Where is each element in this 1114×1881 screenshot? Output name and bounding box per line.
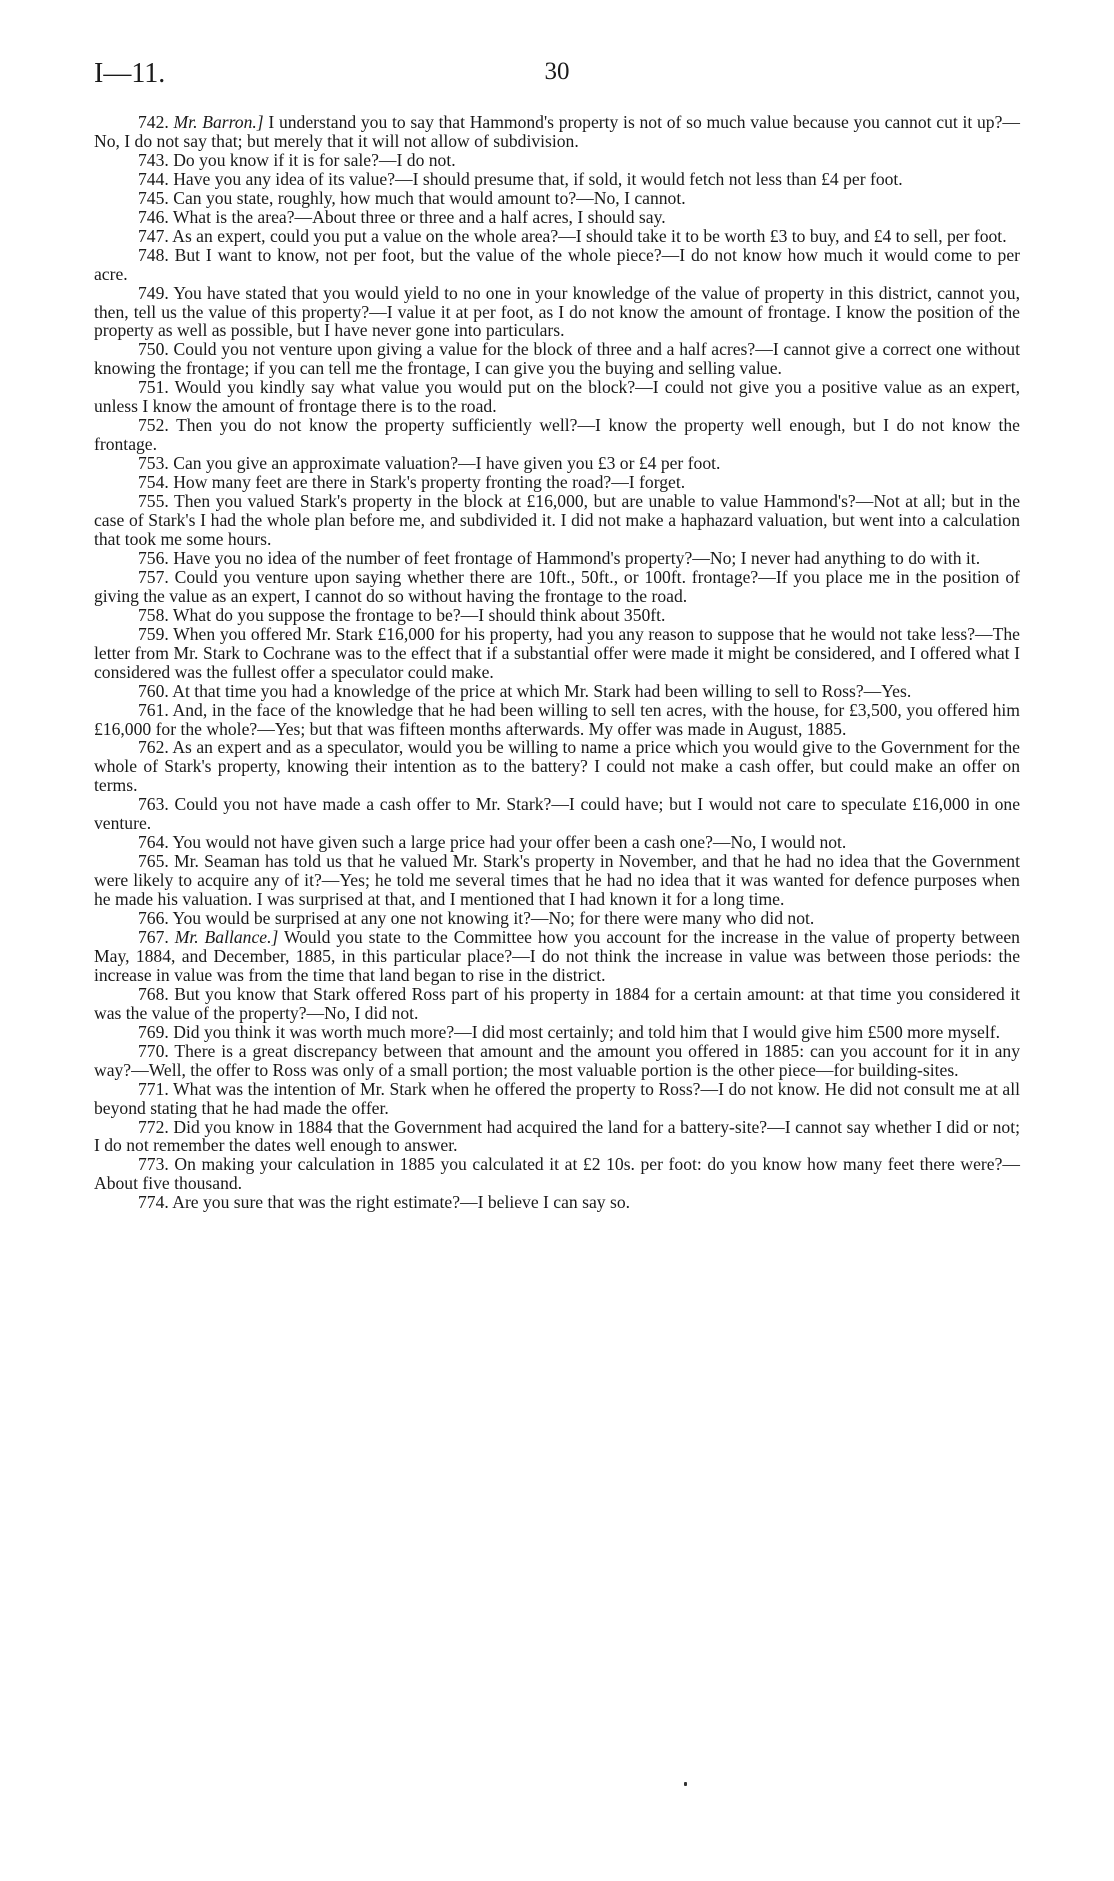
question-text: Can you state, roughly, how much that would amount to? <box>173 187 577 208</box>
page-number: 30 <box>544 58 570 85</box>
question-number: 762. <box>138 737 169 758</box>
evidence-paragraph <box>94 473 1020 492</box>
question-number: 774. <box>138 1192 169 1213</box>
evidence-paragraph <box>94 1193 1020 1212</box>
question-number: 772. <box>138 1116 169 1137</box>
document-reference: I—11. <box>94 58 166 89</box>
answer-text: —I could have; but I would not care to speculate £16,000 in one venture. <box>94 794 1020 834</box>
question-number: 754. <box>138 472 169 493</box>
question-text: Do you know if it is for sale? <box>173 149 379 170</box>
question-number: 745. <box>138 187 169 208</box>
evidence-paragraph <box>94 208 1020 227</box>
question-number: 773. <box>138 1154 169 1175</box>
question-text: Could you not have made a cash offer to Mr. Stark? <box>174 794 552 815</box>
question-text: You would not have given such a large price had your offer been a cash one? <box>172 832 713 853</box>
evidence-paragraph <box>94 795 1020 833</box>
evidence-paragraph <box>94 909 1020 928</box>
answer-text: —I forget. <box>611 472 686 493</box>
answer-text: —No, I would not. <box>712 832 847 853</box>
answer-text: I could not make a cash offer, but could make an offer on terms. <box>94 756 1020 796</box>
evidence-paragraph <box>94 151 1020 170</box>
question-text: What is the area? <box>172 206 295 227</box>
evidence-paragraph <box>94 985 1020 1023</box>
print-speck <box>684 1782 687 1786</box>
evidence-paragraph <box>94 1080 1020 1118</box>
answer-text: —I value it at per foot, as I do not know the amount of frontage. I know the position of the property as well as possible, but I have never gone into particulars. <box>94 301 1020 341</box>
evidence-paragraph <box>94 568 1020 606</box>
question-text: Would you state to the Committee how you account for the increase in the value of property between May, 1884, and December, 1885, in this particular place? <box>94 926 1020 966</box>
question-number: 757. <box>138 566 169 587</box>
evidence-paragraph <box>94 1023 1020 1042</box>
question-number: 758. <box>138 604 169 625</box>
answer-text: —I cannot say whether I did or not; I do not remember the dates well enough to answer. <box>94 1116 1021 1156</box>
question-number: 753. <box>138 453 169 474</box>
question-text: Then you do not know the property sufficiently well? <box>176 415 578 436</box>
page-header <box>94 58 1020 98</box>
question-text: As an expert and as a speculator, would you be willing to name a price which you would give to the Government for the whole of Stark's property, knowing their intention as to the battery? <box>94 737 1020 777</box>
answer-text: —I do not. <box>378 149 456 170</box>
evidence-paragraph <box>94 928 1020 985</box>
question-number: 759. <box>138 623 169 644</box>
speaker-label: Mr. Ballance.] <box>174 926 279 947</box>
answer-text: —I have given you £3 or £4 per foot. <box>458 453 721 474</box>
question-number: 743. <box>138 149 169 170</box>
question-number: 767. <box>138 926 169 947</box>
question-number: 765. <box>138 851 169 872</box>
question-text: Mr. Seaman has told us that he valued Mr. Stark's property in November, and that he had no idea that the Government were likely to acquire any of it? <box>94 851 1020 891</box>
question-number: 752. <box>138 415 169 436</box>
question-text: How many feet are there in Stark's property fronting the road? <box>173 472 612 493</box>
evidence-paragraph <box>94 1042 1020 1080</box>
question-text: Did you think it was worth much more? <box>173 1021 455 1042</box>
answer-text: —About five thousand. <box>94 1154 1020 1194</box>
question-number: 771. <box>138 1078 169 1099</box>
question-text: And, in the face of the knowledge that he had been willing to sell ten acres, with the house, for £3,500, you offered him £16,000 for the whole? <box>94 699 1020 739</box>
answer-text: —I do not think the increase in value was between those periods: the increase in value was from the time that land began to rise in the district. <box>94 945 1021 985</box>
evidence-paragraph <box>94 189 1020 208</box>
answer-text: —I could not give you a positive value as an expert, unless I know the amount of frontage there is to the road. <box>94 377 1020 417</box>
answer-text: —The letter from Mr. Stark to Cochrane was to the effect that if a substantial offer were made it might be considered, and I offered what I considered was the fullest offer a speculator could make. <box>94 623 1020 682</box>
evidence-paragraph <box>94 113 1020 151</box>
answer-text: —I did most certainly; and told him that I would give him £500 more myself. <box>454 1021 1000 1042</box>
answer-text: —I do not know. He did not consult me at all beyond stating that he had made the offer. <box>94 1078 1020 1118</box>
question-number: 770. <box>138 1040 169 1061</box>
evidence-paragraph <box>94 416 1020 454</box>
question-number: 744. <box>138 168 169 189</box>
answer-text: —No, I cannot. <box>576 187 686 208</box>
question-number: 742. <box>138 112 169 132</box>
question-number: 760. <box>138 680 169 701</box>
evidence-paragraph <box>94 606 1020 625</box>
question-number: 750. <box>138 339 169 360</box>
answer-text: —I should think about 350ft. <box>460 604 666 625</box>
question-text: There is a great discrepancy between that amount and the amount you offered in 1885: can you account for it in any way? <box>94 1040 1020 1080</box>
question-text: Are you sure that was the right estimate? <box>172 1192 460 1213</box>
question-text: Then you valued Stark's property in the block at £16,000, but are unable to value Hammond's? <box>173 491 856 512</box>
question-text: Could you not venture upon giving a value for the block of three and a half acres? <box>173 339 756 360</box>
evidence-paragraph <box>94 625 1020 682</box>
answer-text: —No, I did not. <box>306 1002 419 1023</box>
evidence-paragraph <box>94 246 1020 284</box>
answer-text: —I believe I can say so. <box>460 1192 631 1213</box>
answer-text: —About three or three and a half acres, I should say. <box>294 206 666 227</box>
question-text: But I want to know, not per foot, but the value of the whole piece? <box>174 244 662 265</box>
question-text: But you know that Stark offered Ross part of his property in 1884 for a certain amount: at that time you considered it was the value of the property? <box>94 983 1020 1023</box>
answer-text: —If you place me in the position of giving the value as an expert, I cannot do so without having the frontage to the road. <box>94 566 1020 606</box>
evidence-body <box>94 113 1020 1212</box>
evidence-paragraph <box>94 1155 1020 1193</box>
question-text: Would you kindly say what value you would put on the block? <box>174 377 636 398</box>
question-number: 748. <box>138 244 169 265</box>
answer-text: —No; I never had anything to do with it. <box>692 547 981 568</box>
question-text: What do you suppose the frontage to be? <box>172 604 461 625</box>
answer-text: —Yes. <box>863 680 912 701</box>
question-text: You have stated that you would yield to no one in your knowledge of the value of property in this district, cannot you, then, tell us the value of this property? <box>94 282 1020 322</box>
question-number: 768. <box>138 983 169 1004</box>
evidence-paragraph <box>94 833 1020 852</box>
evidence-paragraph <box>94 492 1020 549</box>
question-text: Did you know in 1884 that the Government had acquired the land for a battery-site? <box>173 1116 768 1137</box>
evidence-paragraph <box>94 1118 1020 1156</box>
evidence-paragraph <box>94 227 1020 246</box>
question-text: I understand you to say that Hammond's property is not of so much value because you cannot cut it up? <box>268 112 1003 132</box>
answer-text: —I do not know how much it would come to per acre. <box>94 244 1021 284</box>
evidence-paragraph <box>94 852 1020 909</box>
evidence-paragraph <box>94 340 1020 378</box>
question-text: What was the intention of Mr. Stark when he offered the property to Ross? <box>173 1078 701 1099</box>
answer-text: —No, I do not say that; but merely that it will not allow of subdivision. <box>94 112 1020 151</box>
question-text: When you offered Mr. Stark £16,000 for his property, had you any reason to suppose that he would not take less? <box>173 623 976 644</box>
evidence-paragraph <box>94 378 1020 416</box>
evidence-paragraph <box>94 549 1020 568</box>
answer-text: —I know the property well enough, but I do not know the frontage. <box>94 415 1020 455</box>
answer-text: —I cannot give a correct one without knowing the frontage; if you can tell me the frontage, I can give you the buying and selling value. <box>94 339 1020 379</box>
question-number: 769. <box>138 1021 169 1042</box>
question-number: 756. <box>138 547 169 568</box>
question-text: Have you no idea of the number of feet frontage of Hammond's property? <box>173 547 693 568</box>
question-number: 746. <box>138 206 169 227</box>
question-number: 751. <box>138 377 169 398</box>
speaker-label: Mr. Barron.] <box>173 112 264 132</box>
question-number: 766. <box>138 908 169 929</box>
question-text: As an expert, could you put a value on the whole area? <box>172 225 559 246</box>
answer-text: —I should take it to be worth £3 to buy, and £4 to sell, per foot. <box>558 225 1007 246</box>
answer-text: —Not at all; but in the case of Stark's I had the whole plan before me, and subdivided it. I did not make a haphazard valuation, but went into a calculation that took me some hours. <box>94 491 1020 549</box>
evidence-paragraph <box>94 701 1020 739</box>
question-text: At that time you had a knowledge of the price at which Mr. Stark had been willing to sell to Ross? <box>172 680 864 701</box>
answer-text: —Well, the offer to Ross was only of a small portion; the most valuable portion is the other piece—for building-sites. <box>131 1059 959 1080</box>
question-text: On making your calculation in 1885 you calculated it at £2 10s. per foot: do you know how many feet there were? <box>174 1154 1003 1175</box>
evidence-paragraph <box>94 738 1020 795</box>
answer-text: —No; for there were many who did not. <box>530 908 815 929</box>
evidence-paragraph <box>94 454 1020 473</box>
question-number: 763. <box>138 794 169 815</box>
question-number: 747. <box>138 225 169 246</box>
question-number: 755. <box>138 491 169 512</box>
question-number: 749. <box>138 282 169 303</box>
question-text: Have you any idea of its value? <box>173 168 395 189</box>
question-number: 764. <box>138 832 169 853</box>
evidence-paragraph <box>94 682 1020 701</box>
question-text: Could you venture upon saying whether there are 10ft., 50ft., or 100ft. frontage? <box>174 566 759 587</box>
answer-text: —Yes; but that was fifteen months afterwards. My offer was made in August, 1885. <box>257 718 847 739</box>
evidence-paragraph <box>94 170 1020 189</box>
answer-text: —I should presume that, if sold, it would fetch not less than £4 per foot. <box>395 168 903 189</box>
answer-text: —Yes; he told me several times that he had no idea that it was wanted for defence purposes when he made his valuation. I was surprised at that, and I mentioned that I had known it for a long time. <box>94 870 1020 910</box>
question-text: You would be surprised at any one not knowing it? <box>172 908 531 929</box>
question-number: 761. <box>138 699 169 720</box>
evidence-paragraph <box>94 284 1020 341</box>
question-text: Can you give an approximate valuation? <box>173 453 459 474</box>
